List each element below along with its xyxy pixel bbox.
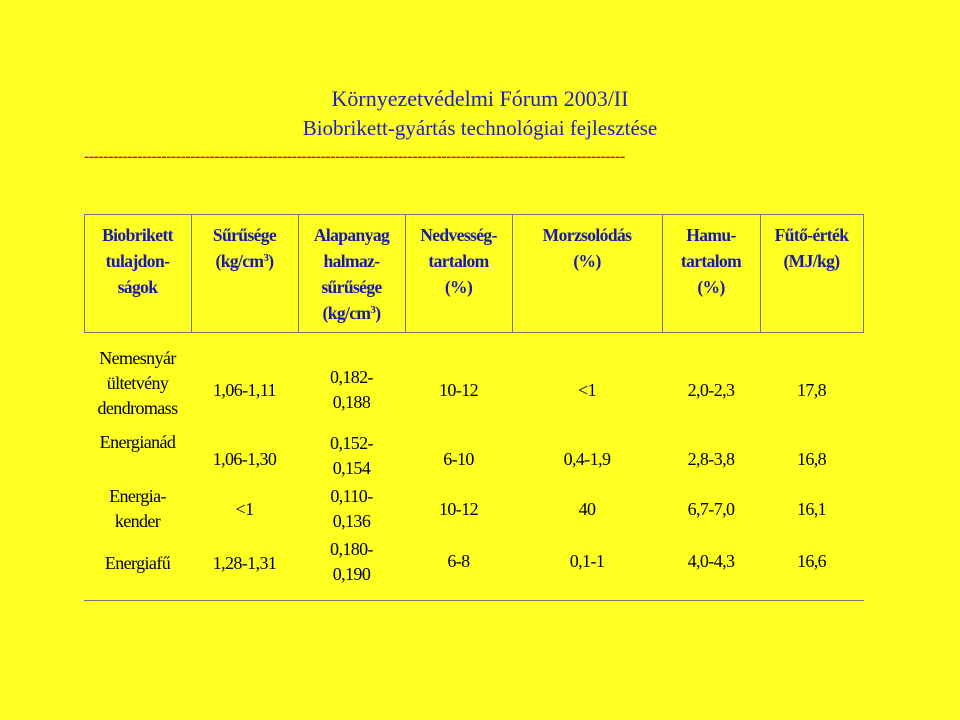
header-bottom-border (84, 332, 864, 333)
row-name: Nemesnyár ültetvény dendromass (97, 348, 178, 418)
header-abrasion: Morzsolódás (%) (542, 225, 632, 271)
density-value: 1,06-1,11 (213, 380, 276, 400)
moisture-value: 6-10 (443, 449, 474, 469)
row-name: Energianád (99, 432, 176, 452)
header-moisture: Nedvesség- tartalom (%) (420, 225, 497, 297)
moisture-value: 6-8 (447, 551, 470, 571)
header-bulk-density: Alapanyag halmaz- sűrűsége $(kg/cm^3)$ (313, 225, 390, 323)
dashed-divider: ---------------------------------------------------------------------------------------------------------------- (84, 148, 625, 165)
table-bottom-border (84, 600, 864, 601)
heating-value: 16,1 (796, 499, 827, 519)
header-density: Sűrűsége $(kg/cm^3)$ (212, 225, 277, 271)
density-value: 1,06-1,30 (212, 449, 277, 469)
abrasion-value: 0,4-1,9 (563, 449, 611, 469)
density-value: 1,28-1,31 (212, 553, 277, 573)
moisture-value: 10-12 (439, 380, 478, 400)
abrasion-value: 0,1-1 (569, 551, 605, 571)
ash-value: 2,0-2,3 (687, 380, 735, 400)
bulk-density-value: 0,182- 0,188 (330, 367, 373, 412)
abrasion-value: 40 (578, 499, 596, 519)
density-value: <1 (235, 499, 254, 519)
row-name: Energia- kender (109, 486, 166, 531)
presentation-title: Biobrikett-gyártás technológiai fejlesztése (302, 116, 658, 140)
forum-title: Környezetvédelmi Fórum 2003/II (331, 86, 629, 111)
column-divider (863, 214, 864, 332)
row-name: Energiafű (104, 553, 171, 573)
bulk-density-value: 0,110- 0,136 (330, 486, 373, 531)
bulk-density-value: 0,180- 0,190 (330, 539, 373, 584)
ash-value: 4,0-4,3 (687, 551, 735, 571)
abrasion-value: <1 (578, 380, 596, 400)
bulk-density-value: 0,152- 0,154 (330, 433, 373, 478)
properties-table (84, 214, 864, 601)
header-property: Biobrikett tulajdon- ságok (102, 225, 173, 297)
heating-value: 17,8 (796, 380, 827, 400)
heating-value: 16,6 (796, 551, 827, 571)
ash-value: 6,7-7,0 (687, 499, 735, 519)
header-ash: Hamu- tartalom (%) (680, 225, 742, 297)
heating-value: 16,8 (796, 449, 827, 469)
ash-value: 2,8-3,8 (687, 449, 735, 469)
header-heating-value: Fűtő-érték (MJ/kg) (774, 225, 849, 271)
table-top-border (84, 214, 864, 215)
moisture-value: 10-12 (439, 499, 478, 519)
